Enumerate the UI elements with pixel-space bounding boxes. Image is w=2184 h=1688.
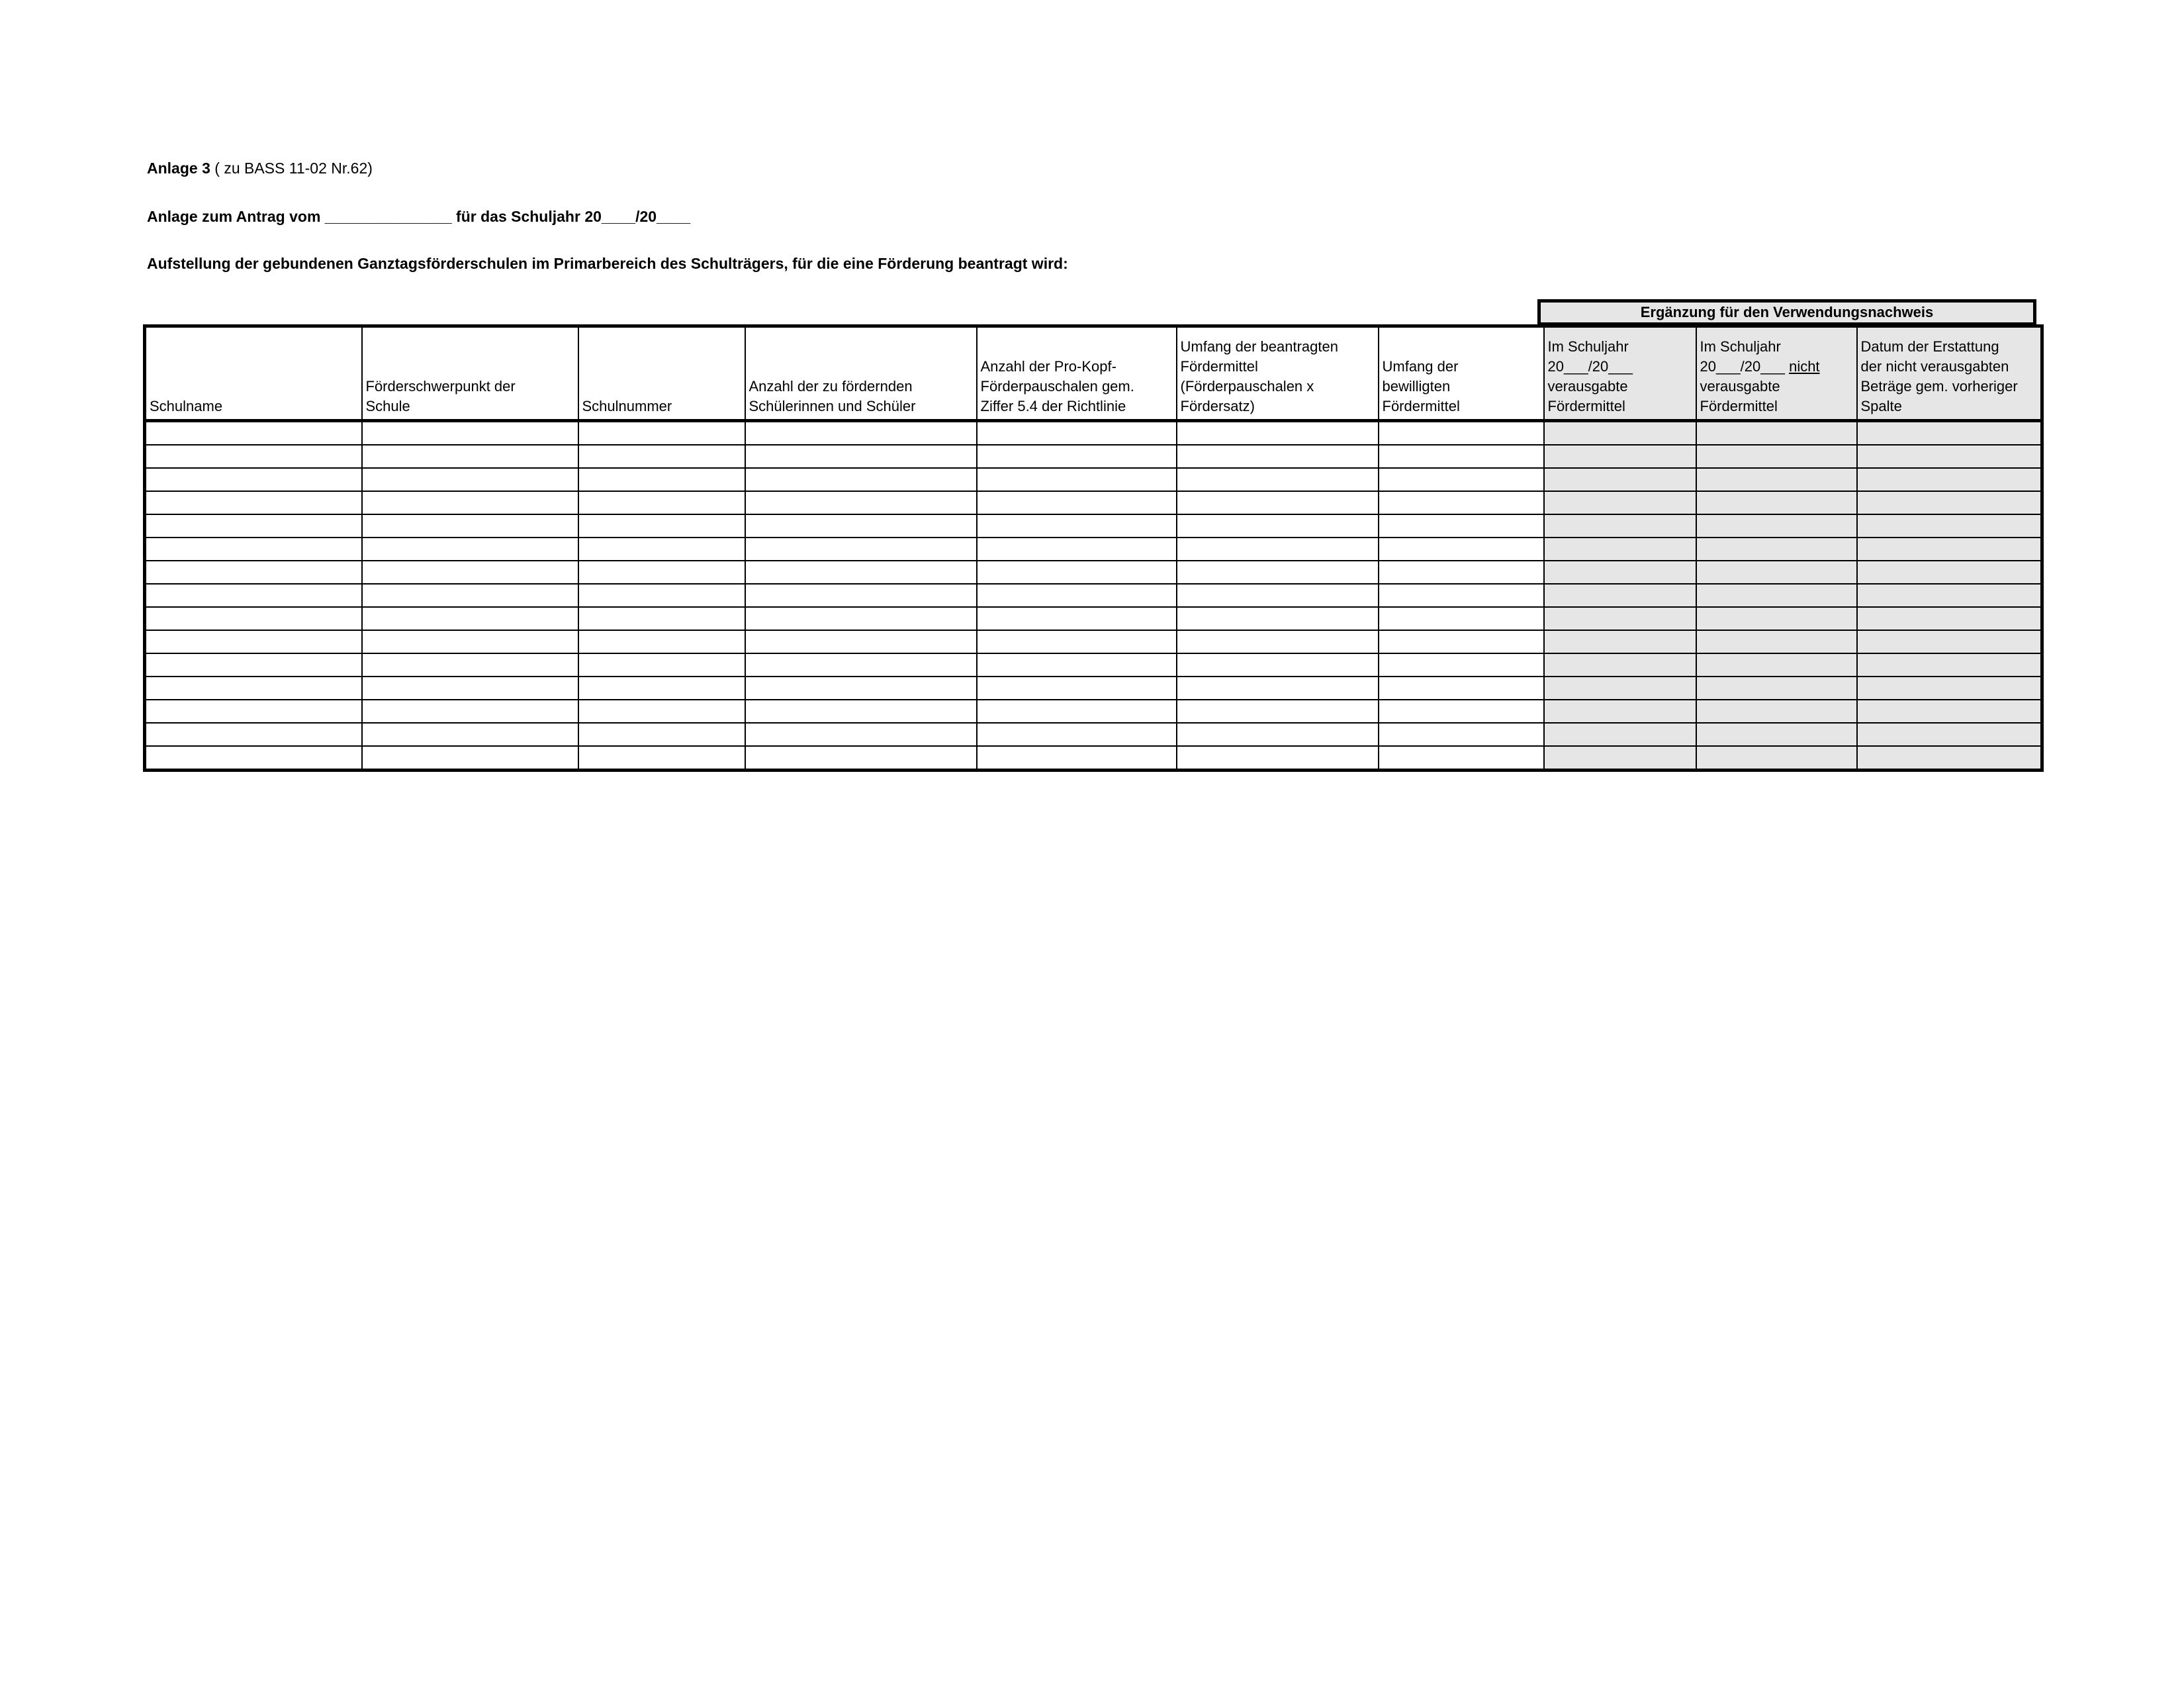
- cell-requested-funds[interactable]: [1177, 630, 1379, 653]
- cell-spent-funds[interactable]: [1544, 607, 1696, 630]
- table-body: [145, 421, 2042, 771]
- cell-per-capita-count[interactable]: [977, 700, 1177, 723]
- cell-approved-funds[interactable]: [1379, 607, 1544, 630]
- column-header-spent-funds: Im Schuljahr 20___/20___ verausgabte Fördermittel: [1544, 326, 1696, 421]
- cell-unspent-funds[interactable]: [1696, 723, 1857, 746]
- cell-spent-funds[interactable]: [1544, 445, 1696, 468]
- cell-unspent-funds[interactable]: [1696, 421, 1857, 445]
- cell-unspent-funds[interactable]: [1696, 700, 1857, 723]
- cell-per-capita-count[interactable]: [977, 607, 1177, 630]
- cell-refund-date[interactable]: [1857, 677, 2042, 700]
- cell-focus[interactable]: [362, 607, 578, 630]
- cell-student-count[interactable]: [745, 421, 977, 445]
- cell-per-capita-count[interactable]: [977, 491, 1177, 514]
- column-header-school-name: Schulname: [145, 326, 362, 421]
- application-date-line: Anlage zum Antrag vom _______________ für das Schuljahr 20____/20____: [147, 208, 691, 225]
- cell-unspent-funds[interactable]: [1696, 514, 1857, 538]
- cell-per-capita-count[interactable]: [977, 746, 1177, 771]
- cell-requested-funds[interactable]: [1177, 514, 1379, 538]
- cell-school-number[interactable]: [578, 514, 745, 538]
- cell-spent-funds[interactable]: [1544, 584, 1696, 607]
- cell-approved-funds[interactable]: [1379, 584, 1544, 607]
- cell-spent-funds[interactable]: [1544, 700, 1696, 723]
- cell-refund-date[interactable]: [1857, 468, 2042, 491]
- cell-approved-funds[interactable]: [1379, 561, 1544, 584]
- cell-school-name[interactable]: [145, 653, 362, 677]
- column-header-approved-funds: Umfang der bewilligten Fördermittel: [1379, 326, 1544, 421]
- cell-focus[interactable]: [362, 421, 578, 445]
- cell-school-number[interactable]: [578, 445, 745, 468]
- annex-number: Anlage 3: [147, 160, 210, 177]
- cell-requested-funds[interactable]: [1177, 653, 1379, 677]
- cell-student-count[interactable]: [745, 700, 977, 723]
- column-header-refund-date: Datum der Erstattung der nicht verausgabten Beträge gem. vorheriger Spalte: [1857, 326, 2042, 421]
- table-row: [145, 653, 2042, 677]
- cell-school-name[interactable]: [145, 746, 362, 771]
- cell-unspent-funds[interactable]: [1696, 445, 1857, 468]
- cell-requested-funds[interactable]: [1177, 746, 1379, 771]
- table-heading: Aufstellung der gebundenen Ganztagsförderschulen im Primarbereich des Schulträgers, für die eine Förderung beantragt wird:: [147, 255, 1068, 272]
- column-header-per-capita-count: Anzahl der Pro-Kopf- Förderpauschalen gem. Ziffer 5.4 der Richtlinie: [977, 326, 1177, 421]
- cell-focus[interactable]: [362, 468, 578, 491]
- cell-requested-funds[interactable]: [1177, 468, 1379, 491]
- cell-unspent-funds[interactable]: [1696, 468, 1857, 491]
- cell-student-count[interactable]: [745, 445, 977, 468]
- cell-school-name[interactable]: [145, 607, 362, 630]
- cell-approved-funds[interactable]: [1379, 421, 1544, 445]
- cell-refund-date[interactable]: [1857, 421, 2042, 445]
- schools-table: [143, 324, 2044, 772]
- cell-approved-funds[interactable]: [1379, 677, 1544, 700]
- cell-student-count[interactable]: [745, 653, 977, 677]
- cell-requested-funds[interactable]: [1177, 491, 1379, 514]
- cell-requested-funds[interactable]: [1177, 723, 1379, 746]
- table-row: [145, 584, 2042, 607]
- cell-unspent-funds[interactable]: [1696, 538, 1857, 561]
- table-row: [145, 607, 2042, 630]
- cell-approved-funds[interactable]: [1379, 445, 1544, 468]
- cell-student-count[interactable]: [745, 723, 977, 746]
- cell-school-number[interactable]: [578, 653, 745, 677]
- cell-focus[interactable]: [362, 630, 578, 653]
- cell-requested-funds[interactable]: [1177, 445, 1379, 468]
- cell-school-name[interactable]: [145, 723, 362, 746]
- cell-approved-funds[interactable]: [1379, 630, 1544, 653]
- cell-per-capita-count[interactable]: [977, 584, 1177, 607]
- cell-focus[interactable]: [362, 746, 578, 771]
- cell-refund-date[interactable]: [1857, 538, 2042, 561]
- cell-spent-funds[interactable]: [1544, 538, 1696, 561]
- cell-focus[interactable]: [362, 653, 578, 677]
- cell-refund-date[interactable]: [1857, 561, 2042, 584]
- cell-spent-funds[interactable]: [1544, 723, 1696, 746]
- cell-unspent-funds[interactable]: [1696, 653, 1857, 677]
- cell-school-number[interactable]: [578, 491, 745, 514]
- cell-unspent-funds[interactable]: [1696, 630, 1857, 653]
- column-header-school-number: Schulnummer: [578, 326, 745, 421]
- cell-per-capita-count[interactable]: [977, 561, 1177, 584]
- cell-unspent-funds[interactable]: [1696, 746, 1857, 771]
- cell-focus[interactable]: [362, 514, 578, 538]
- cell-unspent-funds[interactable]: [1696, 607, 1857, 630]
- cell-school-number[interactable]: [578, 723, 745, 746]
- cell-spent-funds[interactable]: [1544, 677, 1696, 700]
- cell-refund-date[interactable]: [1857, 630, 2042, 653]
- table-row: [145, 421, 2042, 445]
- table-row: [145, 468, 2042, 491]
- cell-approved-funds[interactable]: [1379, 653, 1544, 677]
- cell-student-count[interactable]: [745, 514, 977, 538]
- cell-school-name[interactable]: [145, 491, 362, 514]
- column-header-row: [145, 326, 2042, 421]
- cell-per-capita-count[interactable]: [977, 538, 1177, 561]
- cell-spent-funds[interactable]: [1544, 746, 1696, 771]
- cell-spent-funds[interactable]: [1544, 468, 1696, 491]
- unspent-label-start: Im Schuljahr 20___/20___: [1700, 338, 1785, 375]
- cell-focus[interactable]: [362, 723, 578, 746]
- table-row: [145, 514, 2042, 538]
- cell-spent-funds[interactable]: [1544, 653, 1696, 677]
- cell-focus[interactable]: [362, 584, 578, 607]
- cell-focus[interactable]: [362, 700, 578, 723]
- cell-school-name[interactable]: [145, 468, 362, 491]
- annex-reference: [147, 160, 373, 177]
- cell-school-number[interactable]: [578, 561, 745, 584]
- table-row: [145, 561, 2042, 584]
- cell-student-count[interactable]: [745, 584, 977, 607]
- cell-spent-funds[interactable]: [1544, 514, 1696, 538]
- cell-school-name[interactable]: [145, 538, 362, 561]
- cell-refund-date[interactable]: [1857, 746, 2042, 771]
- supplement-header: Ergänzung für den Verwendungsnachweis: [1537, 299, 2036, 324]
- cell-school-number[interactable]: [578, 677, 745, 700]
- cell-refund-date[interactable]: [1857, 584, 2042, 607]
- cell-requested-funds[interactable]: [1177, 561, 1379, 584]
- cell-spent-funds[interactable]: [1544, 491, 1696, 514]
- cell-requested-funds[interactable]: [1177, 421, 1379, 445]
- cell-school-name[interactable]: [145, 584, 362, 607]
- column-header-student-count: Anzahl der zu fördernden Schülerinnen und Schüler: [745, 326, 977, 421]
- cell-approved-funds[interactable]: [1379, 514, 1544, 538]
- cell-refund-date[interactable]: [1857, 653, 2042, 677]
- cell-focus[interactable]: [362, 677, 578, 700]
- cell-school-number[interactable]: [578, 607, 745, 630]
- column-header-unspent-funds: [1696, 326, 1857, 421]
- cell-student-count[interactable]: [745, 677, 977, 700]
- cell-school-name[interactable]: [145, 677, 362, 700]
- cell-per-capita-count[interactable]: [977, 421, 1177, 445]
- cell-school-name[interactable]: [145, 445, 362, 468]
- column-header-requested-funds: Umfang der beantragten Fördermittel (Förderpauschalen x Fördersatz): [1177, 326, 1379, 421]
- cell-approved-funds[interactable]: [1379, 468, 1544, 491]
- cell-school-name[interactable]: [145, 700, 362, 723]
- cell-student-count[interactable]: [745, 607, 977, 630]
- table-row: [145, 677, 2042, 700]
- cell-requested-funds[interactable]: [1177, 700, 1379, 723]
- table-row: [145, 630, 2042, 653]
- cell-per-capita-count[interactable]: [977, 677, 1177, 700]
- cell-refund-date[interactable]: [1857, 700, 2042, 723]
- cell-focus[interactable]: [362, 561, 578, 584]
- cell-refund-date[interactable]: [1857, 491, 2042, 514]
- cell-unspent-funds[interactable]: [1696, 491, 1857, 514]
- table-row: [145, 491, 2042, 514]
- cell-refund-date[interactable]: [1857, 514, 2042, 538]
- cell-unspent-funds[interactable]: [1696, 584, 1857, 607]
- cell-unspent-funds[interactable]: [1696, 677, 1857, 700]
- cell-school-number[interactable]: [578, 468, 745, 491]
- cell-approved-funds[interactable]: [1379, 491, 1544, 514]
- cell-refund-date[interactable]: [1857, 445, 2042, 468]
- cell-focus[interactable]: [362, 538, 578, 561]
- cell-refund-date[interactable]: [1857, 723, 2042, 746]
- cell-approved-funds[interactable]: [1379, 538, 1544, 561]
- cell-unspent-funds[interactable]: [1696, 561, 1857, 584]
- cell-school-number[interactable]: [578, 630, 745, 653]
- cell-per-capita-count[interactable]: [977, 653, 1177, 677]
- column-header-focus: Förderschwerpunkt der Schule: [362, 326, 578, 421]
- cell-requested-funds[interactable]: [1177, 584, 1379, 607]
- cell-school-name[interactable]: [145, 514, 362, 538]
- cell-student-count[interactable]: [745, 538, 977, 561]
- cell-student-count[interactable]: [745, 561, 977, 584]
- cell-per-capita-count[interactable]: [977, 468, 1177, 491]
- cell-per-capita-count[interactable]: [977, 445, 1177, 468]
- unspent-label-end: verausgabte Fördermittel: [1700, 378, 1780, 414]
- cell-per-capita-count[interactable]: [977, 723, 1177, 746]
- cell-spent-funds[interactable]: [1544, 630, 1696, 653]
- cell-school-number[interactable]: [578, 746, 745, 771]
- cell-refund-date[interactable]: [1857, 607, 2042, 630]
- cell-requested-funds[interactable]: [1177, 607, 1379, 630]
- cell-spent-funds[interactable]: [1544, 561, 1696, 584]
- cell-per-capita-count[interactable]: [977, 630, 1177, 653]
- cell-school-number[interactable]: [578, 584, 745, 607]
- unspent-label-nicht: nicht: [1789, 358, 1820, 375]
- cell-school-number[interactable]: [578, 538, 745, 561]
- cell-per-capita-count[interactable]: [977, 514, 1177, 538]
- table-row: [145, 746, 2042, 771]
- cell-approved-funds[interactable]: [1379, 700, 1544, 723]
- annex-bass-reference: ( zu BASS 11-02 Nr.62): [210, 160, 373, 177]
- cell-school-number[interactable]: [578, 700, 745, 723]
- table-row: [145, 538, 2042, 561]
- table-row: [145, 700, 2042, 723]
- cell-spent-funds[interactable]: [1544, 421, 1696, 445]
- cell-focus[interactable]: [362, 491, 578, 514]
- cell-requested-funds[interactable]: [1177, 538, 1379, 561]
- cell-student-count[interactable]: [745, 746, 977, 771]
- cell-student-count[interactable]: [745, 630, 977, 653]
- cell-focus[interactable]: [362, 445, 578, 468]
- cell-school-number[interactable]: [578, 421, 745, 445]
- cell-approved-funds[interactable]: [1379, 746, 1544, 771]
- cell-approved-funds[interactable]: [1379, 723, 1544, 746]
- table-row: [145, 723, 2042, 746]
- table-row: [145, 445, 2042, 468]
- cell-school-name[interactable]: [145, 630, 362, 653]
- cell-student-count[interactable]: [745, 491, 977, 514]
- cell-school-name[interactable]: [145, 421, 362, 445]
- cell-student-count[interactable]: [745, 468, 977, 491]
- cell-requested-funds[interactable]: [1177, 677, 1379, 700]
- cell-school-name[interactable]: [145, 561, 362, 584]
